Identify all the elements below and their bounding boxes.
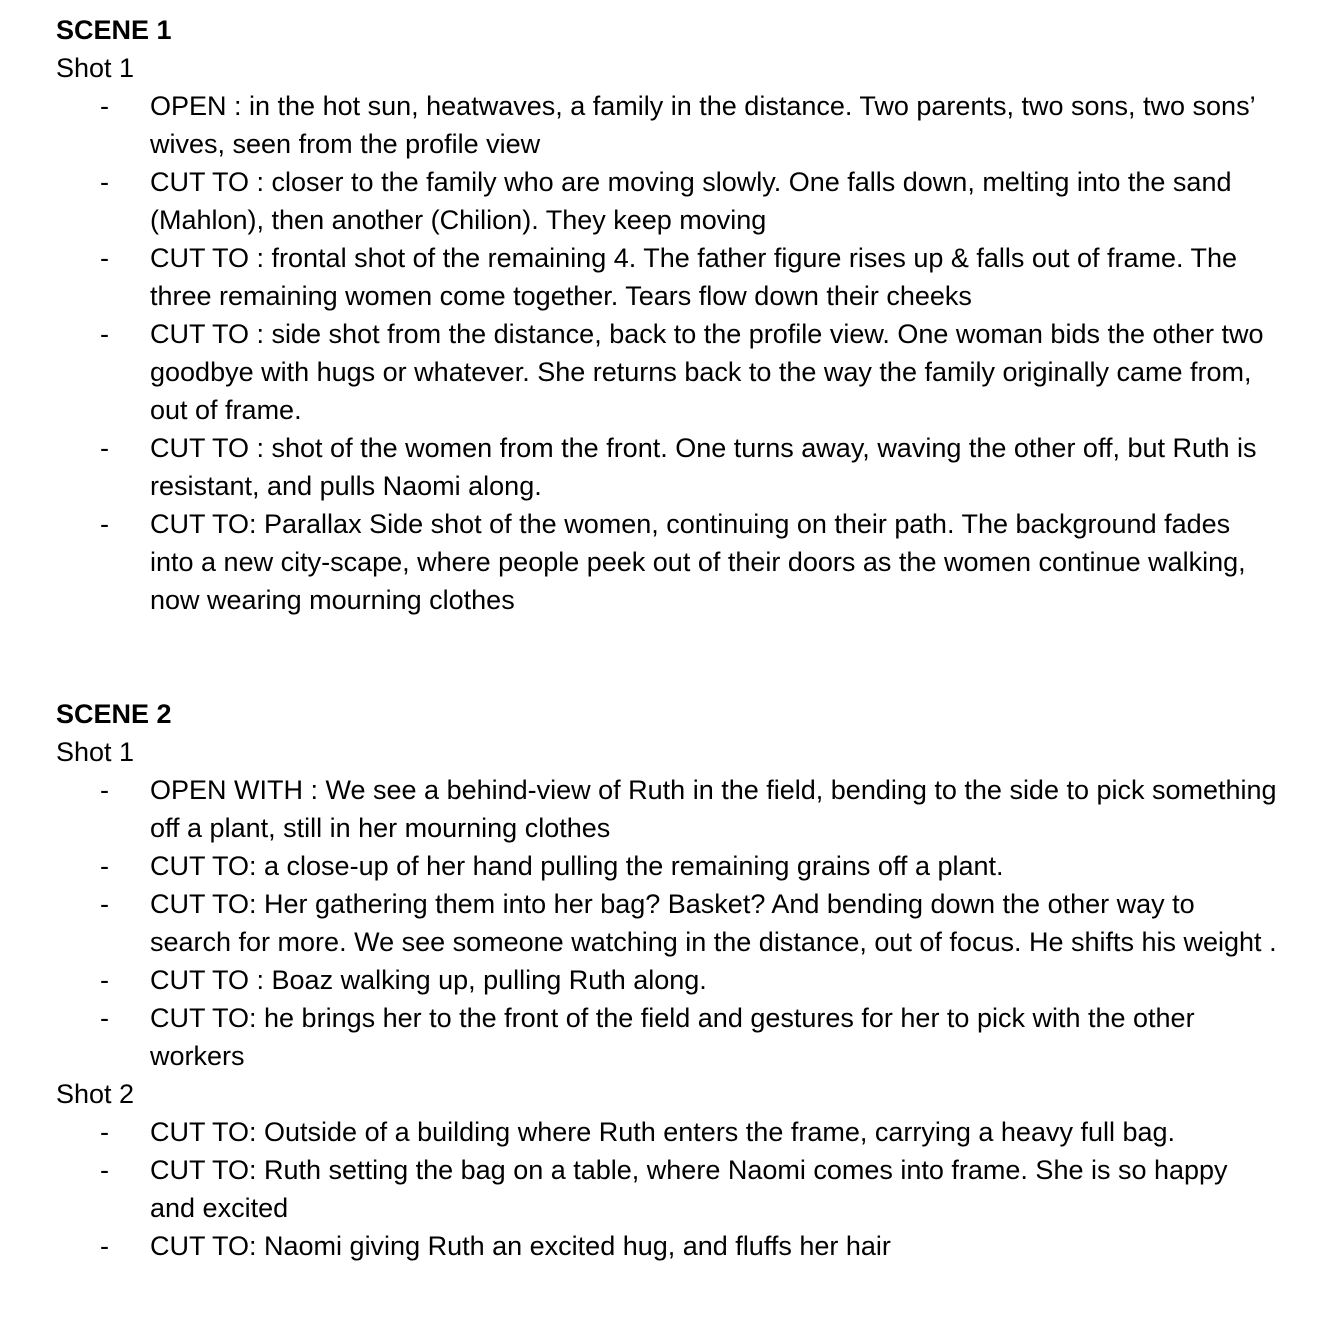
list-item bbox=[56, 771, 1280, 847]
bullet-dash: - bbox=[100, 509, 109, 539]
bullet-dash: - bbox=[100, 1155, 109, 1185]
bullet-dash: - bbox=[100, 775, 109, 805]
list-item-text: CUT TO: Parallax Side shot of the women, continuing on their path. The background fades into a new city-scape, where people peek out of their doors as the women continue walking, now wearing mourning clothes bbox=[150, 509, 1246, 615]
scene-spacer bbox=[56, 619, 1338, 695]
shot-label: Shot 1 bbox=[56, 737, 135, 767]
list-item-text: CUT TO : Boaz walking up, pulling Ruth along. bbox=[150, 965, 707, 995]
list-item-text: CUT TO : frontal shot of the remaining 4. The father figure rises up & falls out of frame. The three remaining women come together. Tears flow down their cheeks bbox=[150, 243, 1238, 311]
list-item bbox=[56, 505, 1280, 619]
bullet-dash: - bbox=[100, 319, 109, 349]
bullet-dash: - bbox=[100, 1231, 109, 1261]
list-item bbox=[56, 315, 1280, 429]
list-item-text: OPEN : in the hot sun, heatwaves, a family in the distance. Two parents, two sons, two sons’ wives, seen from the profile view bbox=[150, 91, 1255, 159]
scene-1 bbox=[56, 11, 1338, 619]
list-item-text: CUT TO : shot of the women from the front. One turns away, waving the other off, but Ruth is resistant, and pulls Naomi along. bbox=[150, 433, 1257, 501]
scene-2 bbox=[56, 695, 1338, 1265]
bullet-dash: - bbox=[100, 851, 109, 881]
bullet-dash: - bbox=[100, 965, 109, 995]
shot-list bbox=[56, 771, 1338, 1075]
list-item-text: CUT TO: a close-up of her hand pulling the remaining grains off a plant. bbox=[150, 851, 1004, 881]
list-item bbox=[56, 239, 1280, 315]
list-item-text: CUT TO: Ruth setting the bag on a table, where Naomi comes into frame. She is so happy and excited bbox=[150, 1155, 1228, 1223]
list-item bbox=[56, 847, 1280, 885]
list-item-text: CUT TO: Outside of a building where Ruth enters the frame, carrying a heavy full bag. bbox=[150, 1117, 1176, 1147]
scene-title: SCENE 2 bbox=[56, 699, 172, 729]
list-item bbox=[56, 163, 1280, 239]
list-item bbox=[56, 999, 1280, 1075]
list-item-text: CUT TO : closer to the family who are moving slowly. One falls down, melting into the sand (Mahlon), then another (Chilion). They keep moving bbox=[150, 167, 1232, 235]
scene-title: SCENE 1 bbox=[56, 15, 172, 45]
bullet-dash: - bbox=[100, 433, 109, 463]
list-item bbox=[56, 429, 1280, 505]
bullet-dash: - bbox=[100, 889, 109, 919]
list-item-text: CUT TO: Naomi giving Ruth an excited hug, and fluffs her hair bbox=[150, 1231, 891, 1261]
list-item-text: OPEN WITH : We see a behind-view of Ruth in the field, bending to the side to pick something off a plant, still in her mourning clothes bbox=[150, 775, 1277, 843]
bullet-dash: - bbox=[100, 91, 109, 121]
bullet-dash: - bbox=[100, 1003, 109, 1033]
shot-label: Shot 2 bbox=[56, 1079, 135, 1109]
bullet-dash: - bbox=[100, 1117, 109, 1147]
list-item bbox=[56, 87, 1280, 163]
bullet-dash: - bbox=[100, 167, 109, 197]
list-item bbox=[56, 1151, 1280, 1227]
list-item bbox=[56, 1113, 1280, 1151]
shot-label: Shot 1 bbox=[56, 53, 135, 83]
list-item-text: CUT TO : side shot from the distance, back to the profile view. One woman bids the other two goodbye with hugs or whatever. She returns back to the way the family originally came from, out of frame. bbox=[150, 319, 1264, 425]
shot-list bbox=[56, 1113, 1338, 1265]
list-item-text: CUT TO: Her gathering them into her bag? Basket? And bending down the other way to search for more. We see someone watching in the distance, out of focus. He shifts his weight . bbox=[150, 889, 1277, 957]
shot-list bbox=[56, 87, 1338, 619]
list-item bbox=[56, 885, 1280, 961]
list-item bbox=[56, 961, 1280, 999]
list-item-text: CUT TO: he brings her to the front of the field and gestures for her to pick with the other workers bbox=[150, 1003, 1195, 1071]
list-item bbox=[56, 1227, 1280, 1265]
bullet-dash: - bbox=[100, 243, 109, 273]
